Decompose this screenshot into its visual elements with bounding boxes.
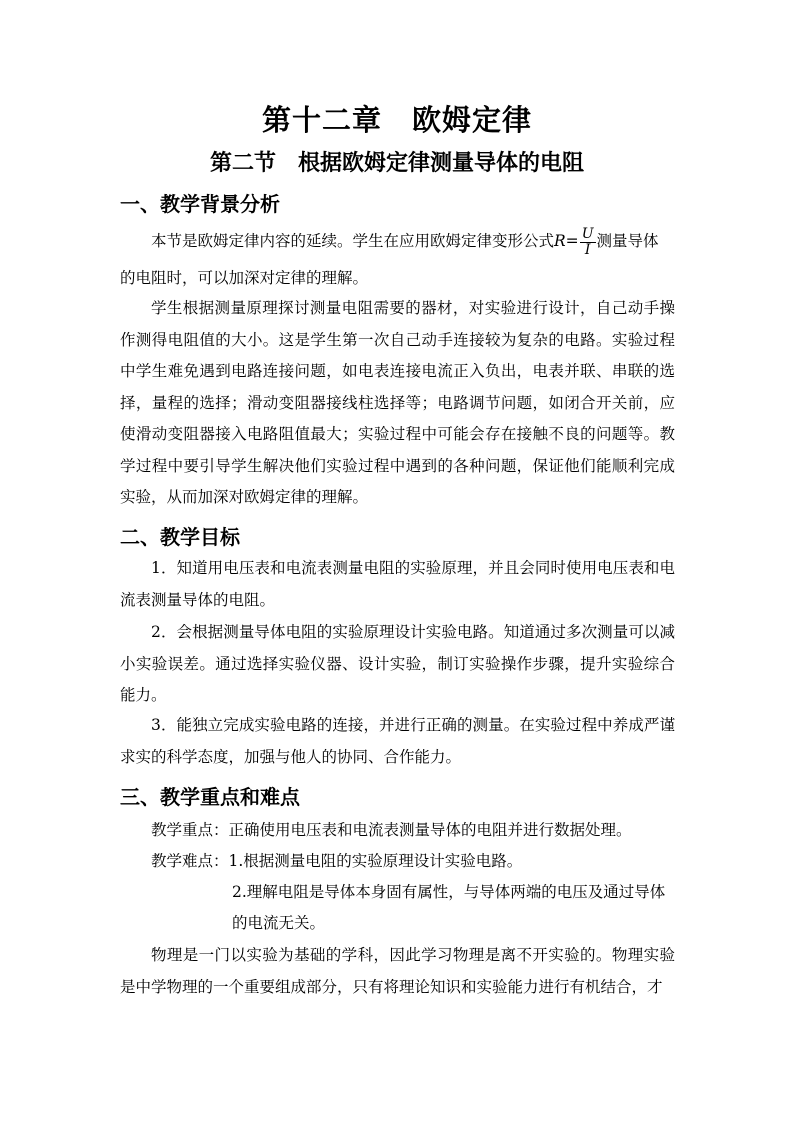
difficulty-label: 教学难点： [151, 852, 229, 870]
formula-lhs: R= [554, 232, 579, 250]
ohm-formula [580, 227, 596, 258]
heading-goals: 二、教学目标 [120, 525, 240, 549]
key-point-row [151, 815, 632, 847]
key-point-text: 正确使用电压表和电流表测量导体的电阻并进行数据处理。 [228, 821, 632, 839]
difficulty-item-2-line-1: 2.理解电阻是导体本身固有属性，与导体两端的电压及通过导体 [232, 883, 666, 901]
goal-item-2: 2．会根据测量导体电阻的实验原理设计实验电路。知道通过多次测量可以减小实验误差。通过选择实验仪器、设计实验，制订实验操作步骤，提升实验综合能力。 [120, 623, 675, 704]
formula-denominator: I [584, 241, 591, 258]
chapter-title: 第十二章 欧姆定律 [261, 103, 532, 137]
background-paragraph-1-line-1 [151, 226, 659, 258]
background-paragraph-1-text-after: 测量导体 [596, 232, 659, 250]
difficulty-row-1 [151, 846, 522, 878]
section-title: 第二节 根据欧姆定律测量导体的电阻 [209, 150, 584, 176]
closing-paragraph: 物理是一门以实验为基础的学科，因此学习物理是离不开实验的。物理实验是中学物理的一个重要组成部分，只有将理论知识和实验能力进行有机结合，才 [120, 946, 675, 996]
goal-item-1: 1．知道用电压表和电流表测量电阻的实验原理，并且会同时使用电压表和电流表测量导体的电阻。 [120, 559, 675, 609]
key-point-label: 教学重点： [151, 821, 229, 839]
background-paragraph-1-line-2: 的电阻时，可以加深对定律的理解。 [120, 269, 369, 287]
background-paragraph-2: 学生根据测量原理探讨测量电阻需要的器材，对实验进行设计，自己动手操作测得电阻值的大小。这是学生第一次自己动手连接较为复杂的电路。实验过程中学生难免遇到电路连接问题，如电表连接电流正入负出，电表并联、串联的选择，量程的选择；滑动变阻器接线柱选择等；电路调节问题，如闭合开关前，应使滑动变阻器接入电路阻值最大；实验过程中可能会存在接触不良的问题等。教学过程中要引导学生解决他们实验过程中遇到的各种问题，保证他们能顺利完成实验，从而加深对欧姆定律的理解。 [120, 299, 675, 506]
difficulty-item-2-line-2: 的电流无关。 [232, 914, 326, 932]
difficulty-item-1: 1.根据测量电阻的实验原理设计实验电路。 [228, 852, 523, 870]
background-paragraph-1-text: 本节是欧姆定律内容的延续。学生在应用欧姆定律变形公式 [151, 232, 555, 250]
formula-numerator: U [581, 225, 594, 242]
goal-item-3: 3．能独立完成实验电路的连接，并进行正确的测量。在实验过程中养成严谨求实的科学态度，加强与他人的协同、合作能力。 [120, 716, 675, 766]
heading-keypoints: 三、教学重点和难点 [120, 785, 300, 809]
heading-background: 一、教学背景分析 [120, 192, 280, 216]
